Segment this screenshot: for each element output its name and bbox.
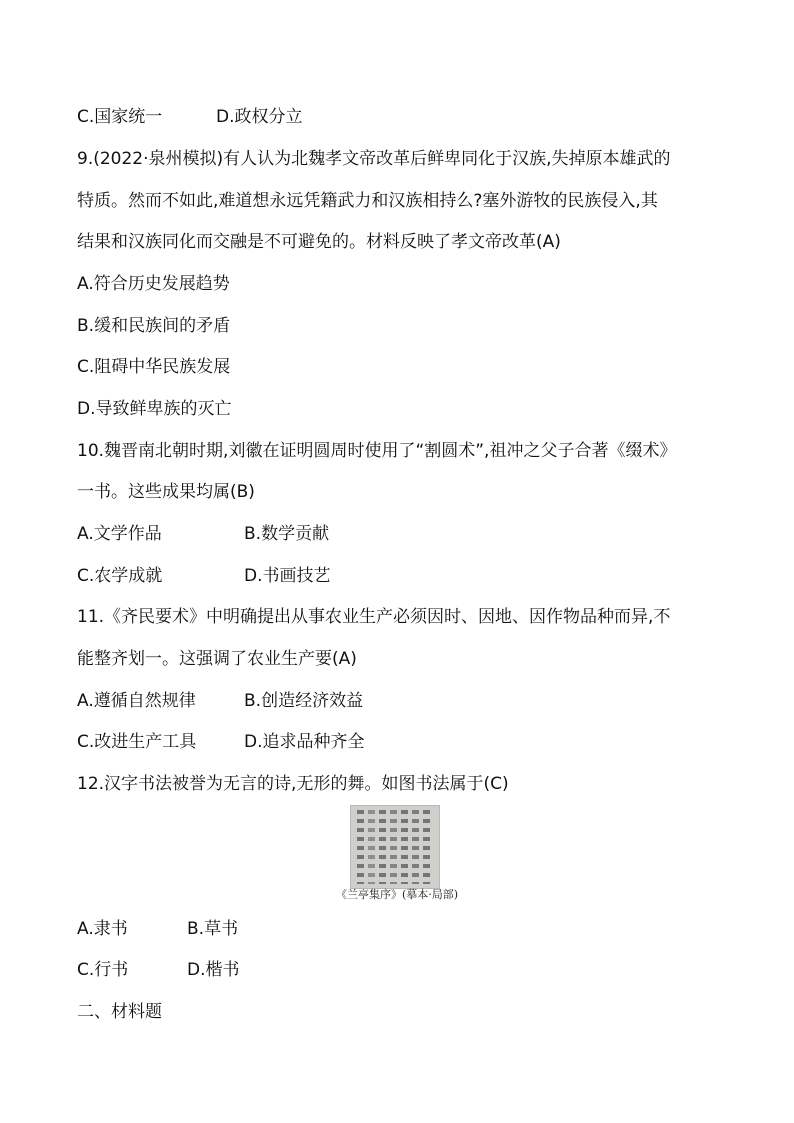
q8-option-c: C.国家统一	[77, 107, 163, 127]
q9-option-c: C.阻碍中华民族发展	[77, 357, 231, 377]
q11-option-c: C.改进生产工具	[77, 732, 197, 752]
q11-options-row-1	[77, 689, 363, 713]
q10-option-a: A.文学作品	[77, 524, 162, 544]
q12-stem-line-1: 12.汉字书法被誉为无言的诗,无形的舞。如图书法属于(C)	[77, 774, 509, 794]
q12-option-a: A.隶书	[77, 919, 128, 939]
q10-stem-line-2: 一书。这些成果均属(B)	[77, 482, 255, 502]
q8-option-d: D.政权分立	[216, 107, 303, 127]
q12-option-c: C.行书	[77, 960, 129, 980]
q11-stem-line-2: 能整齐划一。这强调了农业生产要(A)	[77, 649, 357, 669]
q10-option-d: D.书画技艺	[244, 566, 331, 586]
q12-options-row-2	[77, 958, 240, 982]
q10-options-row-1	[77, 522, 329, 546]
q10-options-row-2	[77, 564, 331, 588]
figure-caption: 《兰亭集序》(摹本·局部)	[335, 888, 459, 901]
section-title: 二、材料题	[77, 1002, 162, 1022]
q9-stem-line-2: 特质。然而不如此,难道想永远凭籍武力和汉族相持么?塞外游牧的民族侵入,其	[77, 191, 658, 211]
q9-stem-line-3: 结果和汉族同化而交融是不可避免的。材料反映了孝文帝改革(A)	[77, 232, 561, 252]
q9-stem-line-1: 9.(2022·泉州模拟)有人认为北魏孝文帝改革后鲜卑同化于汉族,失掉原本雄武的	[77, 149, 671, 169]
q12-option-d: D.楷书	[187, 960, 240, 980]
q11-stem-line-1: 11.《齐民要术》中明确提出从事农业生产必须因时、因地、因作物品种而异,不	[77, 607, 671, 627]
q9-option-d: D.导致鲜卑族的灭亡	[77, 399, 232, 419]
q8-options-row	[77, 105, 303, 129]
q11-options-row-2	[77, 730, 365, 754]
q10-stem-line-1: 10.魏晋南北朝时期,刘徽在证明圆周时使用了“割圆术”,祖冲之父子合著《缀术》	[77, 441, 677, 461]
q9-option-b: B.缓和民族间的矛盾	[77, 316, 231, 336]
q10-option-c: C.农学成就	[77, 566, 163, 586]
q9-option-a: A.符合历史发展趋势	[77, 274, 230, 294]
q12-options-row-1	[77, 917, 238, 941]
q11-option-d: D.追求品种齐全	[244, 732, 365, 752]
q11-option-a: A.遵循自然规律	[77, 691, 196, 711]
calligraphy-image	[350, 805, 440, 889]
q12-option-b: B.草书	[187, 919, 239, 939]
q10-option-b: B.数学贡献	[244, 524, 330, 544]
q11-option-b: B.创造经济效益	[244, 691, 364, 711]
